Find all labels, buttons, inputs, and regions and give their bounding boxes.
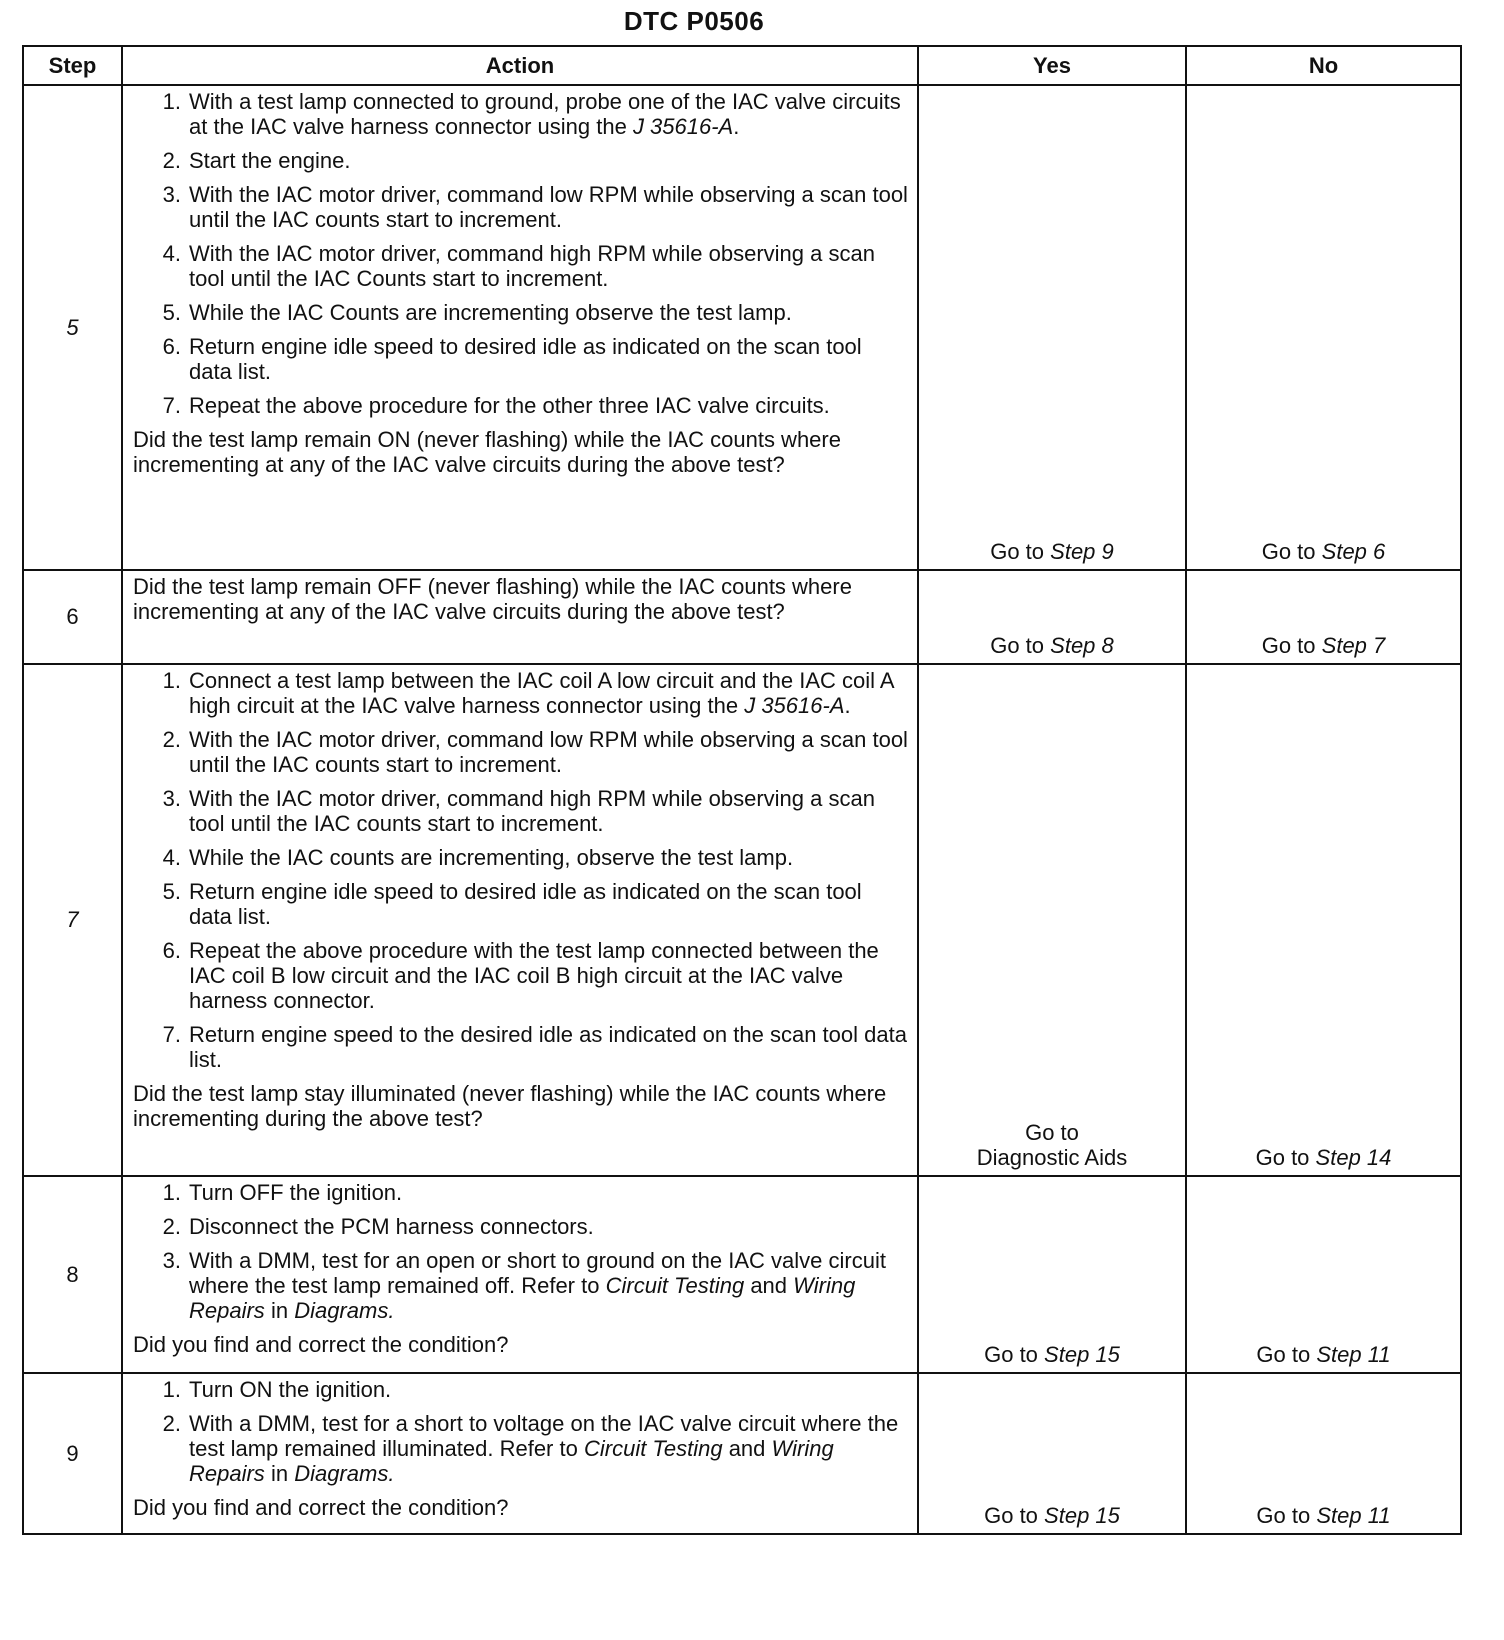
step-row-7 (23, 664, 1461, 1176)
action-item: 5. While the IAC Counts are incrementing observe the test lamp. (162, 300, 792, 325)
step-number: 5 (23, 85, 122, 570)
action-list (133, 668, 909, 1072)
action-item: 5. Return engine idle speed to desired idle as indicated on the scan tool data list. (162, 879, 862, 929)
action-cell (122, 1176, 918, 1373)
step-question: Did you find and correct the condition? (133, 1332, 509, 1357)
action-item: 7. Return engine speed to the desired idle as indicated on the scan tool data list. (162, 1022, 907, 1072)
action-list (133, 1377, 909, 1486)
step-row-9 (23, 1373, 1461, 1534)
step-link[interactable]: Step 11 (1316, 1503, 1391, 1528)
action-item: 3. With the IAC motor driver, command high RPM while observing a scan tool until the IAC counts start to increment. (162, 786, 875, 836)
step-question: Did the test lamp stay illuminated (never flashing) while the IAC counts where incrementing during the above test? (133, 1081, 887, 1131)
step-question: Did the test lamp remain ON (never flashing) while the IAC counts where incrementing at any of the IAC valve circuits during the above test? (133, 427, 841, 477)
action-item: 6. Return engine idle speed to desired idle as indicated on the scan tool data list. (162, 334, 862, 384)
yes-cell: Go to Step 15 (918, 1373, 1186, 1534)
yes-cell: Go to Step 8 (918, 570, 1186, 664)
action-item: 1. Turn OFF the ignition. (162, 1180, 403, 1205)
action-cell (122, 1373, 918, 1534)
diagnostic-aids-link[interactable]: Diagnostic Aids (976, 1145, 1128, 1170)
step-number: 6 (23, 570, 122, 664)
diagnostic-table (22, 45, 1462, 1535)
action-item: 6. Repeat the above procedure with the test lamp connected between the IAC coil B low circuit and the IAC coil B high circuit at the IAC valve harness connector. (162, 938, 879, 1013)
header-action: Action (122, 46, 918, 85)
step-number: 8 (23, 1176, 122, 1373)
action-item: 4. With the IAC motor driver, command high RPM while observing a scan tool until the IAC Counts start to increment. (162, 241, 875, 291)
action-item: 1. Connect a test lamp between the IAC coil A low circuit and the IAC coil A high circuit at the IAC valve harness connector using the J 35616-A. (162, 668, 894, 718)
action-item: 3. With a DMM, test for an open or short to ground on the IAC valve circuit where the test lamp remained off. Refer to Circuit Testing and Wiring Repairs in Diagrams. (162, 1248, 886, 1323)
no-cell: Go to Step 11 (1186, 1176, 1461, 1373)
action-item: 3. With the IAC motor driver, command low RPM while observing a scan tool until the IAC counts start to increment. (162, 182, 908, 232)
step-row-6 (23, 570, 1461, 664)
action-item: 2. With the IAC motor driver, command low RPM while observing a scan tool until the IAC counts start to increment. (162, 727, 908, 777)
action-list (133, 89, 909, 418)
yes-cell: Go to Step 9 (918, 85, 1186, 570)
action-cell (122, 85, 918, 570)
action-cell (122, 570, 918, 664)
action-item: 7. Repeat the above procedure for the other three IAC valve circuits. (162, 393, 830, 418)
step-question: Did you find and correct the condition? (133, 1495, 509, 1520)
step-number: 7 (23, 664, 122, 1176)
yes-cell: Go to Step 15 (918, 1176, 1186, 1373)
action-list (133, 1180, 909, 1323)
action-item: 2. Disconnect the PCM harness connectors. (162, 1214, 594, 1239)
header-no: No (1186, 46, 1461, 85)
no-cell: Go to Step 11 (1186, 1373, 1461, 1534)
header-row (23, 46, 1461, 85)
header-step: Step (23, 46, 122, 85)
step-link[interactable]: Step 8 (1050, 633, 1114, 658)
step-link[interactable]: Step 11 (1316, 1342, 1391, 1367)
step-link[interactable]: Step 14 (1315, 1145, 1392, 1170)
header-yes: Yes (918, 46, 1186, 85)
step-link[interactable]: Step 15 (1044, 1503, 1120, 1528)
no-cell: Go to Step 7 (1186, 570, 1461, 664)
page-title: DTC P0506 (623, 6, 765, 36)
action-item: 1. With a test lamp connected to ground, probe one of the IAC valve circuits at the IAC valve harness connector using the J 35616-A. (162, 89, 901, 139)
yes-cell: Go to Diagnostic Aids (918, 664, 1186, 1176)
no-cell: Go to Step 6 (1186, 85, 1461, 570)
step-number: 9 (23, 1373, 122, 1534)
step-link[interactable]: Step 9 (1050, 539, 1114, 564)
action-item: 4. While the IAC counts are incrementing, observe the test lamp. (162, 845, 794, 870)
step-link[interactable]: Step 7 (1321, 633, 1386, 658)
step-question: Did the test lamp remain OFF (never flashing) while the IAC counts where incrementing at any of the IAC valve circuits during the above test? (133, 574, 852, 624)
step-link[interactable]: Step 15 (1044, 1342, 1120, 1367)
step-row-8 (23, 1176, 1461, 1373)
action-item: 1. Turn ON the ignition. (162, 1377, 392, 1402)
action-item: 2. With a DMM, test for a short to voltage on the IAC valve circuit where the test lamp remained illuminated. Refer to Circuit Testing and Wiring Repairs in Diagrams. (162, 1411, 899, 1486)
step-link[interactable]: Step 6 (1321, 539, 1386, 564)
step-row-5 (23, 85, 1461, 570)
action-cell (122, 664, 918, 1176)
action-item: 2. Start the engine. (162, 148, 351, 173)
no-cell: Go to Step 14 (1186, 664, 1461, 1176)
